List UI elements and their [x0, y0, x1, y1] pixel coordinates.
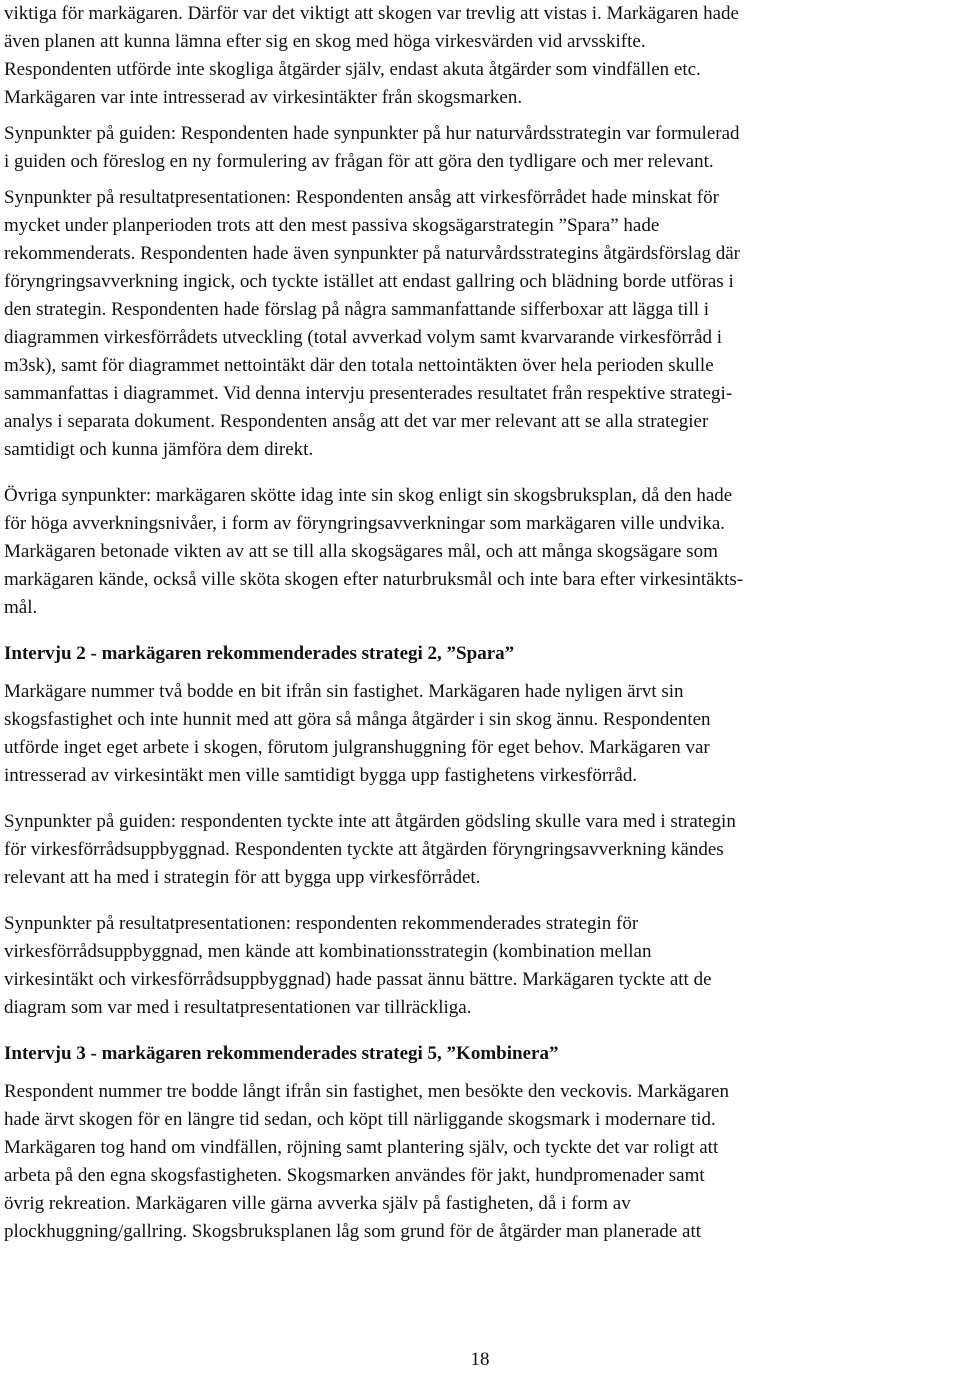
text-line: diagram som var med i resultatpresentationen var tillräckliga. [4, 997, 472, 1018]
text-line: Markägaren var inte intresserad av virkesintäkter från skogsmarken. [4, 87, 523, 108]
paragraph [4, 910, 960, 1022]
text-line: för virkesförrådsuppbyggnad. Respondenten tyckte att åtgärden föryngringsavverkning kändes [4, 839, 724, 860]
paragraph [4, 808, 960, 892]
spacer [4, 892, 960, 910]
text-line: markägaren kände, också ville sköta skogen efter naturbruksmål och inte bara efter virkesintäkts- [4, 569, 744, 590]
paragraph [4, 184, 960, 464]
text-line: den strategin. Respondenten hade förslag på några sammanfattande sifferboxar att lägga till i [4, 299, 710, 320]
text-line: Synpunkter på resultatpresentationen: Respondenten ansåg att virkesförrådet hade minskat för [4, 187, 719, 208]
text-line: relevant att ha med i strategin för att bygga upp virkesförrådet. [4, 867, 481, 888]
text-line: Markägaren tog hand om vindfällen, röjning samt plantering själv, och tyckte det var roligt att [4, 1137, 719, 1158]
text-line: hade ärvt skogen för en längre tid sedan, och köpt till närliggande skogsmark i modernare tid. [4, 1109, 716, 1130]
text-line: i guiden och föreslog en ny formulering av frågan för att göra den tydligare och mer relevant. [4, 151, 714, 172]
text-line: viktiga för markägaren. Därför var det viktigt att skogen var trevlig att vistas i. Markägaren hade [4, 3, 739, 24]
text-line: rekommenderats. Respondenten hade även synpunkter på naturvårdsstrategins åtgärdsförslag där [4, 243, 741, 264]
text-line: virkesintäkt och virkesförrådsuppbyggnad) hade passat ännu bättre. Markägaren tyckte att de [4, 969, 712, 990]
text-line: analys i separata dokument. Respondenten ansåg att det var mer relevant att se alla strategier [4, 411, 709, 432]
heading-text: Intervju 3 - markägaren rekommenderades strategi 5, ”Kombinera” [4, 1043, 559, 1064]
text-line: Synpunkter på guiden: Respondenten hade synpunkter på hur naturvårdsstrategin var formulerad [4, 123, 740, 144]
text-line: för höga avverkningsnivåer, i form av föryngringsavverkningar som markägaren ville undvika. [4, 513, 726, 534]
text-line: Respondenten utförde inte skogliga åtgärder själv, endast akuta åtgärder som vindfällen etc. [4, 59, 701, 80]
text-line: Synpunkter på guiden: respondenten tyckte inte att åtgärden gödsling skulle vara med i strategin [4, 811, 736, 832]
text-line: skogsfastighet och inte hunnit med att göra så många åtgärder i sin skog ännu. Respondenten [4, 709, 711, 730]
text-line: sammanfattas i diagrammet. Vid denna intervju presenterades resultatet från respektive strategi- [4, 383, 733, 404]
section-heading [4, 640, 960, 668]
heading-text: Intervju 2 - markägaren rekommenderades strategi 2, ”Spara” [4, 643, 515, 664]
paragraph [4, 120, 960, 176]
page-number: 18 [470, 1349, 490, 1370]
spacer [4, 112, 960, 120]
paragraph [4, 482, 960, 622]
text-line: virkesförrådsuppbyggnad, men kände att kombinationsstrategin (kombination mellan [4, 941, 652, 962]
text-line: m3sk), samt för diagrammet nettointäkt där den totala nettointäkten över hela perioden skulle [4, 355, 714, 376]
text-line: mycket under planperioden trots att den mest passiva skogsägarstrategin ”Spara” hade [4, 215, 660, 236]
text-line: samtidigt och kunna jämföra dem direkt. [4, 439, 314, 460]
text-line: intresserad av virkesintäkt men ville samtidigt bygga upp fastighetens virkesförråd. [4, 765, 638, 786]
text-line: även planen att kunna lämna efter sig en skog med höga virkesvärden vid arvsskifte. [4, 31, 646, 52]
text-line: Övriga synpunkter: markägaren skötte idag inte sin skog enligt sin skogsbruksplan, då den hade [4, 485, 733, 506]
spacer [4, 176, 960, 184]
paragraph [4, 1078, 960, 1246]
text-line: Synpunkter på resultatpresentationen: respondenten rekommenderades strategin för [4, 913, 639, 934]
spacer [4, 668, 960, 678]
spacer [4, 622, 960, 640]
text-line: arbeta på den egna skogsfastigheten. Skogsmarken användes för jakt, hundpromenader samt [4, 1165, 705, 1186]
text-line: Markägare nummer två bodde en bit ifrån sin fastighet. Markägaren hade nyligen ärvt sin [4, 681, 684, 702]
paragraph [4, 678, 960, 790]
text-line: föryngringsavverkning ingick, och tyckte istället att endast gallring och blädning borde utföras i [4, 271, 734, 292]
spacer [4, 1068, 960, 1078]
spacer [4, 464, 960, 482]
section-heading [4, 1040, 960, 1068]
text-line: Respondent nummer tre bodde långt ifrån sin fastighet, men besökte den veckovis. Markägaren [4, 1081, 729, 1102]
text-line: diagrammen virkesförrådets utveckling (total avverkad volym samt kvarvarande virkesförråd i [4, 327, 723, 348]
text-line: mål. [4, 597, 38, 618]
text-line: utförde inget eget arbete i skogen, förutom julgranshuggning för eget behov. Markägaren var [4, 737, 710, 758]
text-line: plockhuggning/gallring. Skogsbruksplanen låg som grund för de åtgärder man planerade att [4, 1221, 702, 1242]
paragraph [4, 0, 960, 112]
spacer [4, 790, 960, 808]
text-line: övrig rekreation. Markägaren ville gärna avverka själv på fastigheten, då i form av [4, 1193, 631, 1214]
spacer [4, 1022, 960, 1040]
text-line: Markägaren betonade vikten av att se till alla skogsägares mål, och att många skogsägare som [4, 541, 718, 562]
